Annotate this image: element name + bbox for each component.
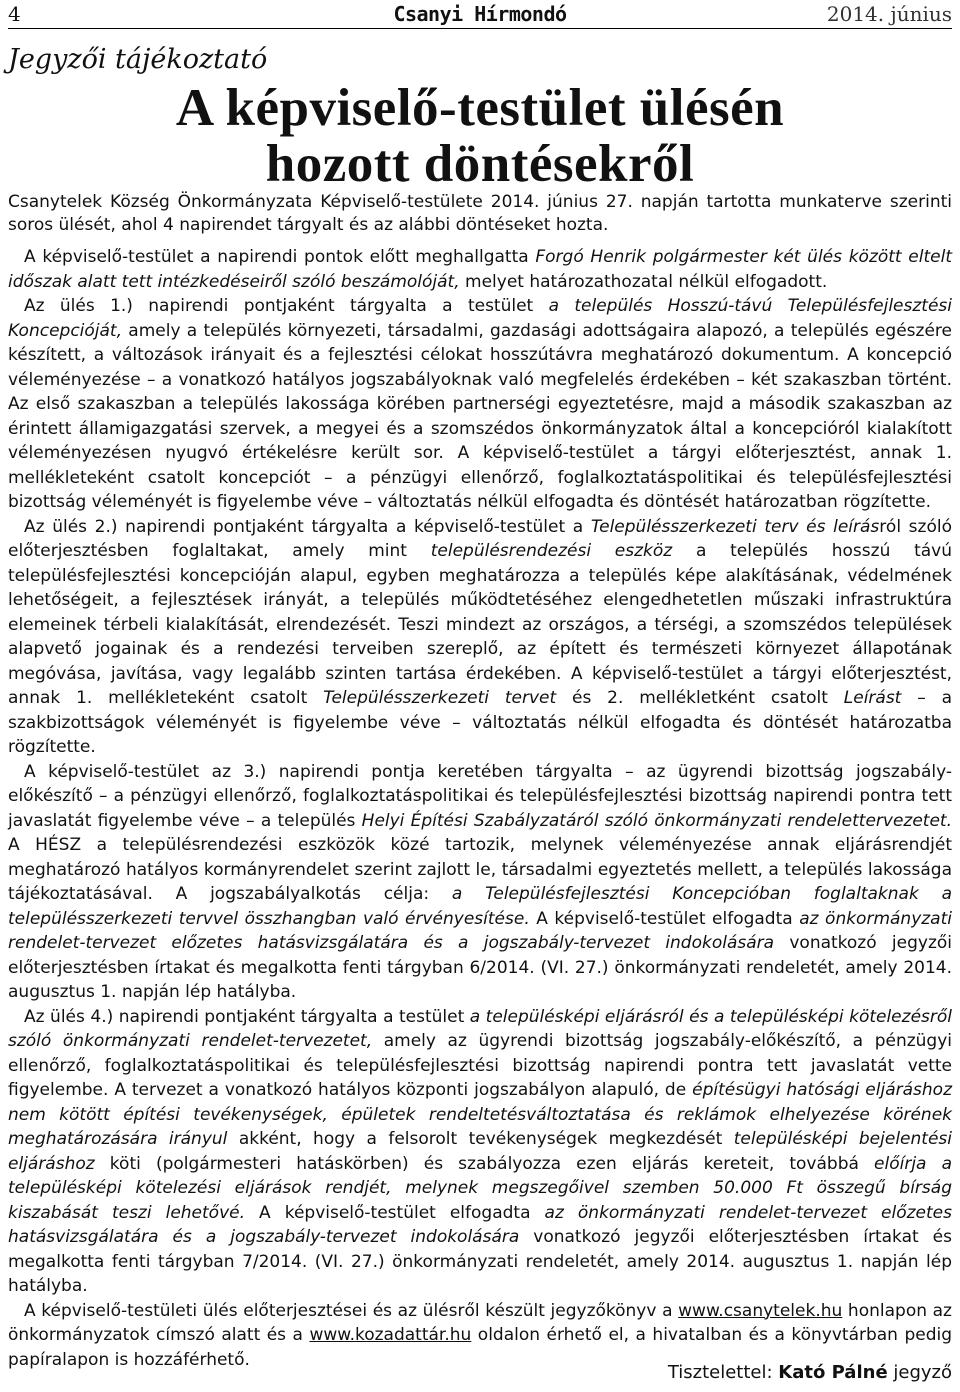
signatory-name: Kató Pálné	[778, 1362, 888, 1383]
article-body	[8, 245, 952, 1372]
publication-title: Csanyi Hírmondó	[393, 2, 567, 26]
link-kozadattar[interactable]: www.kozadattár.hu	[309, 1325, 472, 1345]
headline-line-2: hozott döntésekről	[265, 135, 695, 193]
signature: Tisztelettel: Kató Pálné jegyző	[667, 1362, 952, 1383]
paragraph-agenda-3: A képviselő-testület az 3.) napirendi pontja keretében tárgyalta – az ügyrendi bizottság jogszabály-előkészítő – a pénzügyi ellenőrző, foglalkoztatáspolitikai és településfejlesztési bizottság napirendi pontra tett javaslatát figyelembe véve – a település Helyi Építési Szabályzatáról szóló önkormányzati rendelettervezetet. A HÉSZ a településrendezési eszközök közé tartozik, melynek véleményezése annak eljárásrendjét meghatározó hatályos kormányrendelet szerint zajlott le, társadalmi egyeztetés mellett, a település lakossága tájékoztatásával. A jogszabályalkotás célja: a Településfejlesztési Koncepcióban foglaltaknak a településszerkezeti tervvel összhangban való érvényesítése. A képviselő-testület elfogadta az önkormányzati rendelet-tervezet előzetes hatásvizsgálatára és a jogszabály-tervezet indokolására vonatkozó jegyzői előterjesztésben írtakat és megalkotta fenti tárgyban 6/2014. (VI. 27.) önkormányzati rendeletét, amely 2014. augusztus 1. napján lép hatályba.	[8, 761, 952, 1002]
issue-date: 2014. június	[826, 2, 952, 26]
paragraph-availability: A képviselő-testületi ülés előterjesztései és az ülésről készült jegyzőkönyv a www.csanytelek.hu honlapon az önkormányzatok címszó alatt és a www.kozadattár.hu oldalon érhető el, a hivatalban és a könyvtárban pedig papíralapon is hozzáférhető.	[8, 1300, 952, 1370]
paragraph-agenda-1: Az ülés 1.) napirendi pontjaként tárgyalta a testület a település Hosszú-távú Településfejlesztési Koncepcióját, amely a település környezeti, társadalmi, gazdasági adottságaira alapozó, a település egészére készített, a változások irányait és a fejlesztési célokat hosszútávra meghatározó dokumentum. A koncepció véleményezése – a vonatkozó hatályos jogszabályoknak való megfelelés érdekében – két szakaszban történt. Az első szakaszban a település lakossága körében partnerségi egyeztetésre, majd a második szakaszban az érintett államigazgatási szervek, a megyei és a szomszédos önkormányzatok által a koncepcióról kialakított véleményezésen nyugvó értékelésre került sor. A képviselő-testület a tárgyi előterjesztést, annak 1. mellékleteként csatolt koncepciót – a pénzügyi ellenőrző, foglalkoztatáspolitikai és településfejlesztési bizottság véleményét is figyelembe véve – változtatás nélkül elfogadta és döntését határozatban rögzítette.	[8, 296, 952, 512]
page-number: 4	[8, 2, 21, 26]
paragraph-agenda-2: Az ülés 2.) napirendi pontjaként tárgyalta a képviselő-testület a Településszerkezeti terv és leírásról szóló előterjesztésben foglaltakat, amely mint településrendezési eszköz a település hosszú távú településfejlesztési koncepcióján alapul, egyben meghatározza a település képe alakításának, védelmének lehetőségeit, a fejlesztések irányát, a település működtetéséhez elengedhetetlen műszaki infrastruktúra elemeinek térbeli kialakítását, elrendezését. Teszi mindezt az országos, a térségi, a szomszédos települések alapvető jogainak és a rendezési terveiben szereplő, az épített és természeti környezet állapotának megóvása, javítása, vagy legalább szinten tartása érdekében. A képviselő-testület a tárgyi előterjesztést, annak 1. mellékleteként csatolt Településszerkezeti tervet és 2. mellékletként csatolt Leírást – a szakbizottságok véleményét is figyelembe véve – változtatás nélkül elfogadta és döntését határozatba rögzítette.	[8, 516, 952, 757]
headline-line-1: A képviselő-testület ülésén	[175, 79, 785, 137]
intro-paragraph: Csanytelek Község Önkormányzata Képviselő-testülete 2014. június 27. napján tartotta munkaterve szerinti soros ülését, ahol 4 napirendet tárgyalt és az alábbi döntéseket hozta.	[8, 192, 952, 235]
section-title: Jegyzői tájékoztató	[8, 44, 268, 75]
paragraph-report: A képviselő-testület a napirendi pontok előtt meghallgatta Forgó Henrik polgármester két ülés között eltelt időszak alatt tett intézkedéseiről szóló beszámolóját, melyet határozathozatal nélkül elfogadott.	[8, 247, 952, 292]
paragraph-agenda-4: Az ülés 4.) napirendi pontjaként tárgyalta a testület a településképi eljárásról és a településképi kötelezésről szóló önkormányzati rendelet-tervezetet, amely az ügyrendi bizottság jogszabály-előkészítő, a pénzügyi ellenőrző, foglalkoztatáspolitikai és településfejlesztési bizottság napirendi pontra tett javaslatát vette figyelembe. A tervezet a vonatkozó hatályos központi jogszabályon alapuló, de építésügyi hatósági eljáráshoz nem kötött építési tevékenységek, épületek rendeltetésváltoztatása és reklámok elhelyezése körének meghatározására irányul akként, hogy a felsorolt tevékenységek megkezdését településképi bejelentési eljáráshoz köti (polgármesteri hatáskörben) és szabályozza ezen eljárás kereteit, továbbá előírja a településképi kötelezési eljárások rendjét, melynek megszegőivel szemben 50.000 Ft összegű bírság kiszabását teszi lehetővé. A képviselő-testület elfogadta az önkormányzati rendelet-tervezet előzetes hatásvizsgálatára és a jogszabály-tervezet indokolására vonatkozó jegyzői előterjesztésben írtakat és megalkotta fenti tárgyban 7/2014. (VI. 27.) önkormányzati rendeletét, amely 2014. augusztus 1. napján lép hatályba.	[8, 1006, 952, 1296]
link-csanytelek[interactable]: www.csanytelek.hu	[678, 1300, 843, 1321]
page-header	[8, 0, 952, 29]
